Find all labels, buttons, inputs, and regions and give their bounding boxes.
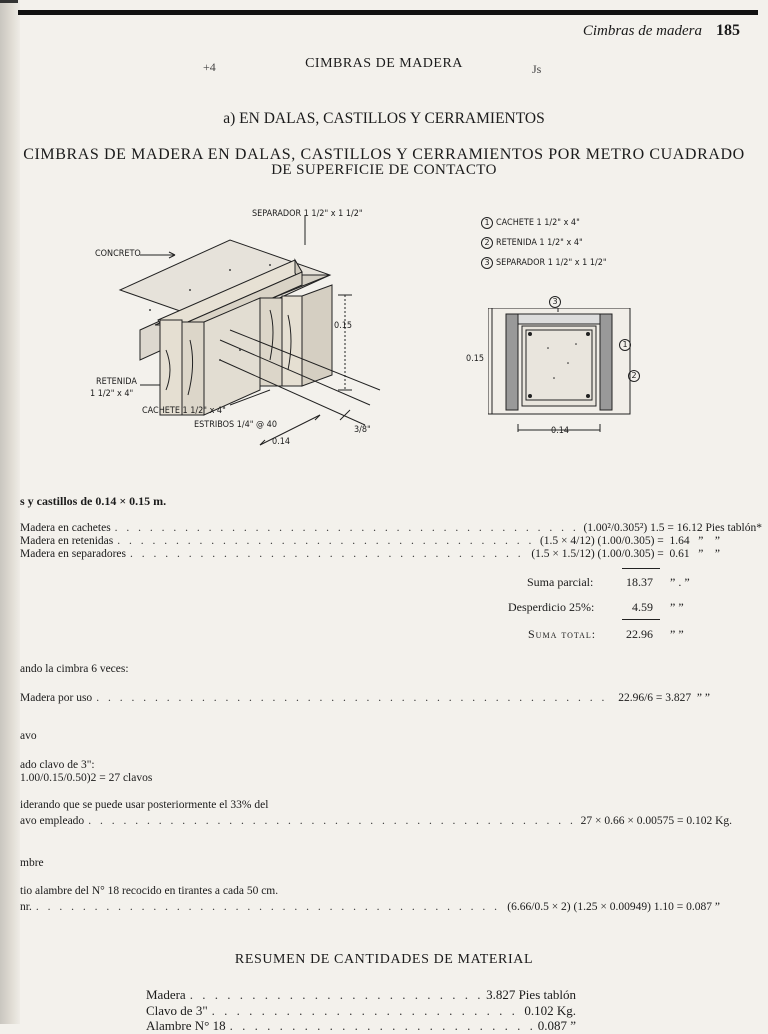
section-height-label: 0.15 [466, 354, 485, 364]
suma-total-value: 22.96 [626, 627, 653, 641]
leader-dots [88, 815, 576, 827]
legend-item-3 [481, 257, 607, 269]
separador-section [518, 314, 600, 324]
leader-dots [36, 901, 503, 913]
label-dim-38: 3/8" [354, 425, 371, 435]
row-value: (6.66/0.5 × 2) (1.25 × 0.00949) 1.10 = 0.087 ” [507, 901, 720, 913]
row-label: Madera por uso [20, 692, 93, 704]
suma-parcial-marks: ” . ” [670, 575, 690, 589]
suma-parcial-value: 18.37 [626, 575, 653, 589]
leader-dots [190, 987, 482, 1003]
row-label: Madera en separadores [20, 548, 126, 560]
calc3-heading: ado clavo de 3": [20, 759, 95, 771]
row-label: nr. [20, 901, 32, 913]
retenida-right [260, 298, 282, 386]
row-value: 22.96/6 = 3.827 [618, 692, 692, 704]
page-number: 185 [716, 22, 740, 39]
resumen-row [146, 1018, 576, 1034]
label-concreto: CONCRETO [95, 249, 141, 259]
label-retenida: RETENIDA [96, 377, 137, 387]
calc2-heading: ando la cimbra 6 veces: [20, 663, 129, 675]
row-label: Madera en cachetes [20, 522, 111, 534]
row-value: 0.61 [669, 548, 690, 560]
section-label-2: 2 [628, 370, 643, 382]
row-value: 27 × 0.66 × 0.00575 = 0.102 Kg. [580, 815, 732, 827]
row-unit: Pies tablón [705, 522, 757, 534]
legend-number: 2 [481, 237, 493, 249]
main-heading: CIMBRAS DE MADERA [305, 56, 463, 71]
label-separador: SEPARADOR 1 1/2" x 1 1/2" [252, 209, 363, 219]
leader-dots [96, 692, 614, 704]
table-title-line2: DE SUPERFICIE DE CONTACTO [271, 162, 497, 178]
legend-text: SEPARADOR 1 1/2" x 1 1/2" [496, 258, 607, 268]
suma-parcial-label: Suma parcial: [527, 575, 594, 589]
legend-item-2 [481, 237, 583, 249]
top-rule [18, 10, 758, 15]
resumen-title: RESUMEN DE CANTIDADES DE MATERIAL [234, 952, 534, 967]
row-formula: (1.5 × 1.5/12) (1.00/0.305) [531, 548, 655, 560]
cross-section-figure [488, 308, 634, 432]
legend-text: RETENIDA 1 1/2" x 4" [496, 238, 583, 248]
cachete-left [160, 320, 182, 415]
label-dim-015: 0.15 [334, 321, 353, 331]
row-value: 16.12 [676, 522, 703, 534]
cachete-right [282, 296, 302, 386]
suma-total-label: Suma total: [528, 627, 597, 641]
row-label: avo empleado [20, 815, 85, 827]
row-label: Alambre N° 18 [146, 1018, 226, 1033]
suma-total-marks: ” ” [670, 627, 684, 641]
label-retenida-size: 1 1/2" x 4" [90, 389, 134, 399]
row-value: 0.102 Kg. [524, 1003, 576, 1018]
row-formula: (1.00²/0.305²) 1.5 [583, 522, 665, 534]
calc1-heading: s y castillos de 0.14 × 0.15 m. [20, 494, 167, 508]
row-label: Clavo de 3" [146, 1003, 208, 1018]
margin-mark-left: +4 [203, 60, 216, 74]
calc4-row [20, 901, 720, 913]
resumen-row [146, 987, 576, 1003]
running-title: Cimbras de madera [582, 23, 702, 39]
desperdicio-marks: ” ” [670, 600, 684, 614]
label-dim-014: 0.14 [272, 437, 291, 447]
legend-item-1 [481, 217, 580, 229]
row-label: Madera [146, 987, 186, 1002]
rule-above-total [622, 619, 660, 620]
calc4-tiny: mbre [20, 857, 44, 869]
legend-text: CACHETE 1 1/2" x 4" [496, 218, 580, 228]
concrete-section [522, 326, 596, 406]
cachete-right-section [600, 314, 612, 410]
calc3-note: iderando que se puede usar posteriormente el 33% del [20, 799, 269, 811]
label-estribos: ESTRIBOS 1/4" @ 40 [194, 420, 277, 430]
row-value: 3.827 Pies tablón [486, 987, 576, 1002]
leader-dots [117, 535, 536, 547]
running-head [583, 22, 740, 40]
calc3-row [20, 815, 732, 827]
section-label-1: 1 [619, 339, 634, 351]
calc2-row: Madera por uso . . . 22.96/6 = 3.827 ” ” [20, 692, 710, 704]
label-cachete: CACHETE 1 1/2" x 4" [142, 406, 226, 416]
calc4-heading: tio alambre del N° 18 recocido en tirantes a cada 50 cm. [20, 885, 279, 897]
row-value: 0.087 ” [537, 1018, 576, 1033]
leader-dots [130, 548, 527, 560]
row-formula: (1.5 × 4/12) (1.00/0.305) [539, 535, 655, 547]
leader-dots [230, 1018, 534, 1034]
calc1-row-retenidas: Madera en retenidas . . . (1.5 × 4/12) (1.00/0.305) = 1.64 ” ” [20, 535, 720, 547]
calc3-formula: 1.00/0.15/0.50)2 = 27 clavos [20, 772, 153, 784]
retenida-left [182, 322, 204, 415]
leader-dots [115, 522, 580, 534]
legend-number: 3 [481, 257, 493, 269]
section-label-3: 3 [549, 296, 564, 308]
leader-dots [212, 1003, 521, 1019]
section-width-label: 0.14 [551, 426, 570, 436]
calc1-row-separadores: Madera en separadores . . . (1.5 × 1.5/12) (1.00/0.305) = 0.61 ” ” [20, 548, 720, 560]
resumen-row [146, 1003, 576, 1019]
row-value: 1.64 [669, 535, 690, 547]
rule-above-parcial [622, 568, 660, 569]
legend-number: 1 [481, 217, 493, 229]
calc3-tiny: avo [20, 730, 37, 742]
top-rule-stub [0, 0, 18, 3]
calc1-row-cachetes: Madera en cachetes . . . (1.00²/0.305²) 1.5 = 16.12 Pies tablón * [20, 522, 762, 534]
margin-mark-right: Js [532, 62, 542, 76]
subsection-heading: a) EN DALAS, CASTILLOS Y CERRAMIENTOS [223, 110, 545, 127]
cachete-left-section [506, 314, 518, 410]
row-label: Madera en retenidas [20, 535, 114, 547]
desperdicio-label: Desperdicio 25%: [508, 600, 595, 614]
table-title-line1: CIMBRAS DE MADERA EN DALAS, CASTILLOS Y CERRAMIENTOS POR METRO CUADRADO [23, 146, 745, 163]
desperdicio-value: 4.59 [632, 600, 653, 614]
